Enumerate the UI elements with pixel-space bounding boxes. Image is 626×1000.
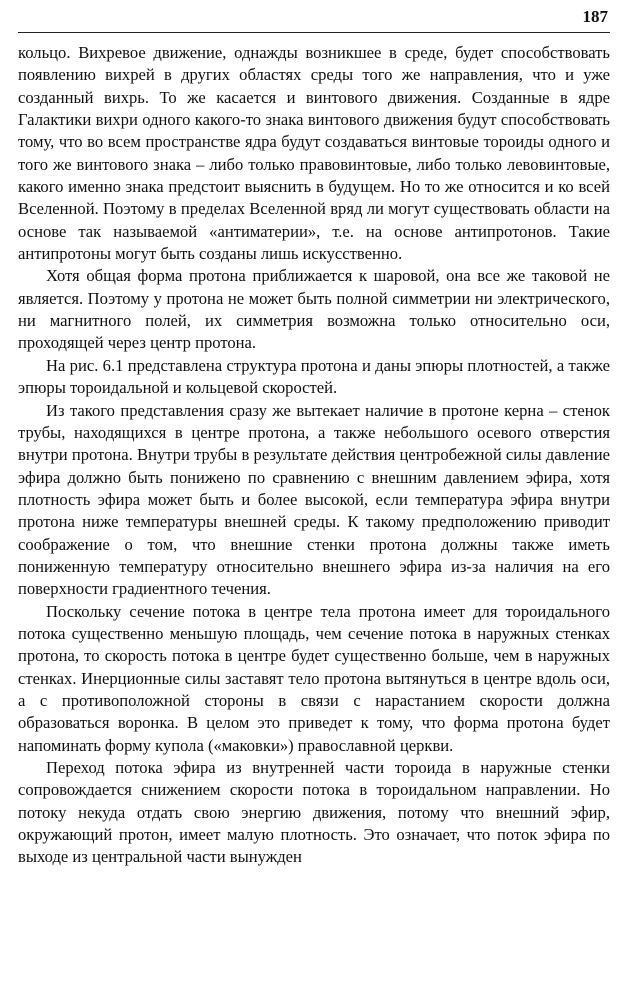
paragraph-continued: кольцо. Вихревое движение, однажды возникшее в среде, будет способствовать появлению вихрей в других областях среды того же направления, что и уже созданный вихрь. То же касается и винтового движения. Созданные в ядре Галактики вихри одного какого-то знака винтового движения будут способствовать тому, что во всем пространстве ядра будут создаваться винтовые тороиды одного и того же винтового знака – либо только правовинтовые, либо только левовинтовые, какого именно знака предстоит выяснить в будущем. Но то же относится и ко всей Вселенной. Поэтому в пределах Вселенной вряд ли могут существовать области на основе так называемой «антиматерии», т.е. на основе антипротонов. Такие антипротоны могут быть созданы лишь искусственно. (18, 43, 610, 264)
page-header (18, 6, 610, 33)
body-text (18, 42, 610, 869)
paragraph-kern: Из такого представления сразу же вытекает наличие в протоне керна – стенок трубы, находящихся в центре протона, а также небольшого осевого отверстия внутри протона. Внутри трубы в результате действия центробежной силы давление эфира должно быть понижено по сравнению с внешним давлением эфира, хотя плотность эфира может быть и более высокой, если температура эфира внутри протона ниже температуры внешней среды. К такому предположению приводит соображение о том, что внешние стенки протона должны также иметь пониженную температуру относительно внешнего эфира из-за наличия на его поверхности градиентного течения. (18, 400, 610, 599)
paragraph-figure-reference: На рис. 6.1 представлена структура протона и даны эпюры плотностей, а также эпюры тороидальной и кольцевой скоростей. (18, 355, 610, 398)
paragraph-flow-transition: Переход потока эфира из внутренней части тороида в наружные стенки сопровождается снижением скорости потока в тороидальном направлении. Но потоку некуда отдать свою энергию движения, потому что внешний эфир, окружающий протон, имеет малую плотность. Это означает, что поток эфира по выходе из центральной части вынужден (18, 758, 610, 867)
book-page (18, 6, 610, 869)
page-number: 187 (582, 7, 608, 26)
paragraph-proton-shape: Хотя общая форма протона приближается к шаровой, она все же таковой не является. Поэтому у протона не может быть полной симметрии ни электрического, ни магнитного полей, их симметрия возможна только относительно оси, проходящей через центр протона. (18, 266, 610, 353)
paragraph-flow-section: Поскольку сечение потока в центре тела протона имеет для тороидального потока существенно меньшую площадь, чем сечение потока в наружных стенках протона, то скорость потока в центре будет существенно больше, чем в наружных стенках. Инерционные силы заставят тело протона вытянуться в центре вдоль оси, а с противоположной стороны в связи с нарастанием скорости должна образоваться воронка. В целом это приведет к тому, что форма протона будет напоминать форму купола («маковки») православной церкви. (18, 601, 610, 755)
